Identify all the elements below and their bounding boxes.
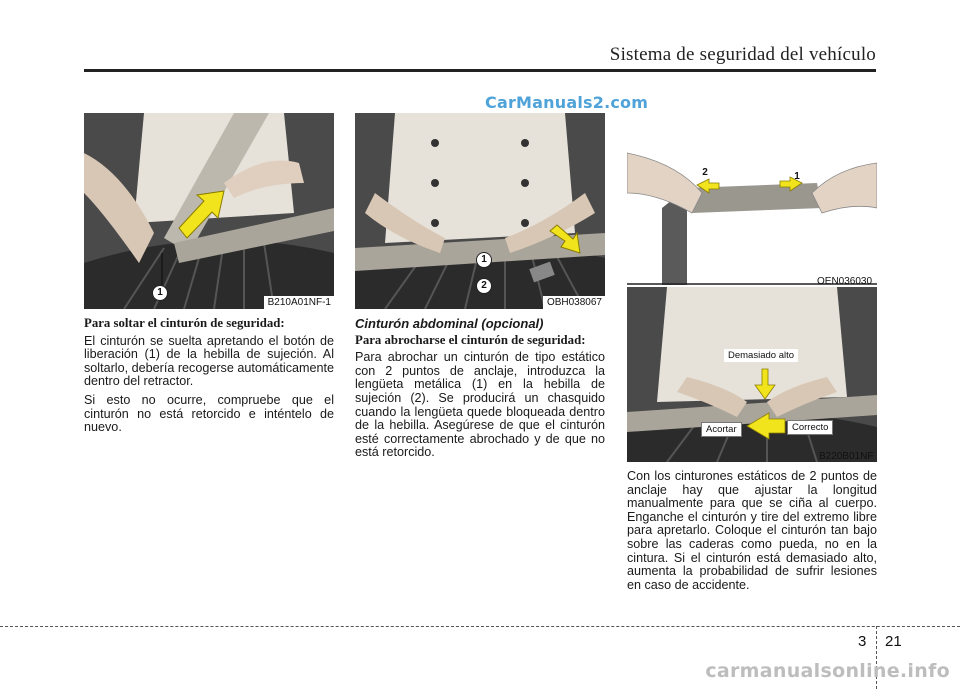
col1-paragraph-1: El cinturón se suelta apretando el botón de liberación (1) de la hebilla de sujeción. Al soltarlo, debería recogerse automáticamente dentro del retractor. (84, 333, 334, 389)
fig4-label-shorten: Acortar (701, 422, 742, 437)
column-3 (627, 470, 877, 597)
fig3-callout-2: 2 (702, 167, 708, 178)
fig2-callout-2: 2 (476, 278, 492, 294)
fig2-callout-1: 1 (476, 252, 492, 268)
column-1 (84, 317, 334, 440)
fig1-callout-1: 1 (152, 285, 168, 301)
col3-paragraph-1: Con los cinturones estáticos de 2 puntos de anclaje hay que ajustar la longitud manualmente para que se ciña al cuerpo. Enganche el cinturón y tire del extremo libre para apretarlo. Coloque el cinturón tan bajo sobre las caderas como pueda, no en la cintura. Si el cinturón está demasiado alto, aumenta la probabilidad de sufrir lesiones en caso de accidente. (627, 469, 877, 592)
col2-heading: Para abrocharse el cinturón de seguridad: (355, 332, 586, 347)
header-rule (84, 69, 876, 72)
col1-paragraph-2: Si esto no ocurre, compruebe que el cinturón no está retorcido e inténtelo de nuevo. (84, 392, 334, 435)
fig4-label-too-high: Demasiado alto (724, 349, 798, 362)
fig3-callout-1: 1 (794, 171, 800, 182)
section-title: Sistema de seguridad del vehículo (609, 44, 876, 65)
figure-1-illustration (84, 113, 334, 309)
figure-seatbelt-release (84, 113, 334, 309)
watermark-top: CarManuals2.com (485, 93, 649, 112)
figure-3-illustration (627, 113, 877, 285)
col2-section-heading: Cinturón abdominal (opcional) (355, 316, 544, 331)
figure-belt-adjust (627, 113, 877, 285)
column-2 (355, 317, 605, 465)
chapter-number: 3 (858, 633, 867, 650)
page-number: 21 (885, 633, 902, 650)
footer-rule (0, 626, 960, 627)
fig3-code: OEN036030 (817, 276, 873, 287)
figure-lap-belt-fasten (355, 113, 605, 309)
figure-4-illustration (627, 287, 877, 462)
fig4-code: B220B01NF (819, 451, 874, 462)
fig1-code: B210A01NF-1 (264, 296, 334, 309)
figure-belt-position (627, 287, 877, 462)
watermark-bottom: carmanualsonline.info (705, 660, 950, 682)
fig4-label-correct: Correcto (787, 420, 833, 435)
col1-heading: Para soltar el cinturón de seguridad: (84, 316, 285, 330)
fig2-code: OBH038067 (543, 296, 605, 309)
col2-paragraph-1: Para abrochar un cinturón de tipo estático con 2 puntos de anclaje, introduzca la lengüeta metálica (1) en la hebilla de sujeción (2). Se producirá un chasquido cuando la lengüeta quede bloqueada dentro de la hebilla. Asegúrese de que el cinturón esté correctamente abrochado y de que no está retorcido. (355, 350, 605, 460)
